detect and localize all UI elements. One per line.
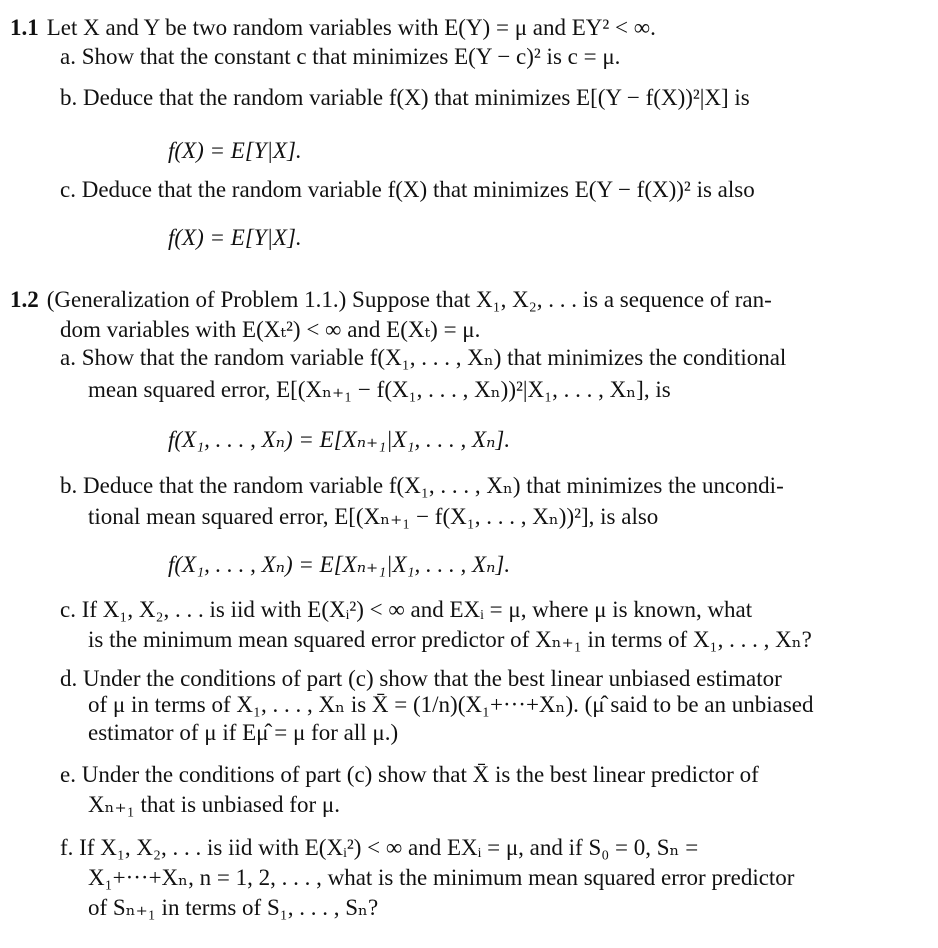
problem-intro-cont: dom variables with E(Xₜ²) < ∞ and E(Xₜ) = μ. bbox=[60, 317, 481, 342]
problem-intro: Let X and Y be two random variables with E(Y) = μ and EY² < ∞. bbox=[46, 15, 656, 40]
part-b-cont: tional mean squared error, E[(Xₙ₊₁ − f(X₁, . . . , Xₙ))²], is also bbox=[88, 504, 659, 529]
equation: f(X) = E[Y|X]. bbox=[168, 138, 302, 163]
part-d: d. Under the conditions of part (c) show that the best linear unbiased estimator bbox=[60, 666, 782, 691]
part-a: a. Show that the random variable f(X₁, . . . , Xₙ) that minimizes the conditional bbox=[60, 345, 787, 370]
part-f-cont: of Sₙ₊₁ in terms of S₁, . . . , Sₙ? bbox=[88, 895, 379, 920]
problem-intro: (Generalization of Problem 1.1.) Suppose that X₁, X₂, . . . is a sequence of ran- bbox=[46, 287, 772, 312]
part-d-cont: of μ in terms of X₁, . . . , Xₙ is X̄ = (1/n)(X₁+···+Xₙ). (μ̂ said to be an unbiased bbox=[88, 692, 814, 717]
part-f: f. If X₁, X₂, . . . is iid with E(Xᵢ²) < ∞ and EXᵢ = μ, and if S₀ = 0, Sₙ = bbox=[60, 835, 699, 860]
equation: f(X₁, . . . , Xₙ) = E[Xₙ₊₁|X₁, . . . , Xₙ]. bbox=[168, 552, 511, 577]
equation: f(X) = E[Y|X]. bbox=[168, 225, 302, 250]
part-b: b. Deduce that the random variable f(X) that minimizes E[(Y − f(X))²|X] is bbox=[60, 85, 750, 110]
part-c: c. If X₁, X₂, . . . is iid with E(Xᵢ²) < ∞ and EXᵢ = μ, where μ is known, what bbox=[60, 597, 753, 622]
part-e-cont: Xₙ₊₁ that is unbiased for μ. bbox=[88, 792, 340, 817]
part-e: e. Under the conditions of part (c) show that X̄ is the best linear predictor of bbox=[60, 762, 759, 787]
problem-number: 1.1 bbox=[10, 15, 39, 40]
equation: f(X₁, . . . , Xₙ) = E[Xₙ₊₁|X₁, . . . , Xₙ]. bbox=[168, 427, 511, 452]
part-a: a. Show that the constant c that minimizes E(Y − c)² is c = μ. bbox=[60, 44, 621, 69]
part-a-cont: mean squared error, E[(Xₙ₊₁ − f(X₁, . . . , Xₙ))²|X₁, . . . , Xₙ], is bbox=[88, 377, 671, 402]
part-d-cont: estimator of μ if Eμ̂ = μ for all μ.) bbox=[88, 720, 399, 745]
part-f-cont: X₁+···+Xₙ, n = 1, 2, . . . , what is the minimum mean squared error predictor bbox=[88, 865, 795, 890]
problem-number: 1.2 bbox=[10, 287, 39, 312]
part-b: b. Deduce that the random variable f(X₁, . . . , Xₙ) that minimizes the uncondi- bbox=[60, 473, 784, 498]
part-c: c. Deduce that the random variable f(X) that minimizes E(Y − f(X))² is also bbox=[60, 177, 755, 202]
part-c-cont: is the minimum mean squared error predictor of Xₙ₊₁ in terms of X₁, . . . , Xₙ? bbox=[88, 627, 812, 652]
